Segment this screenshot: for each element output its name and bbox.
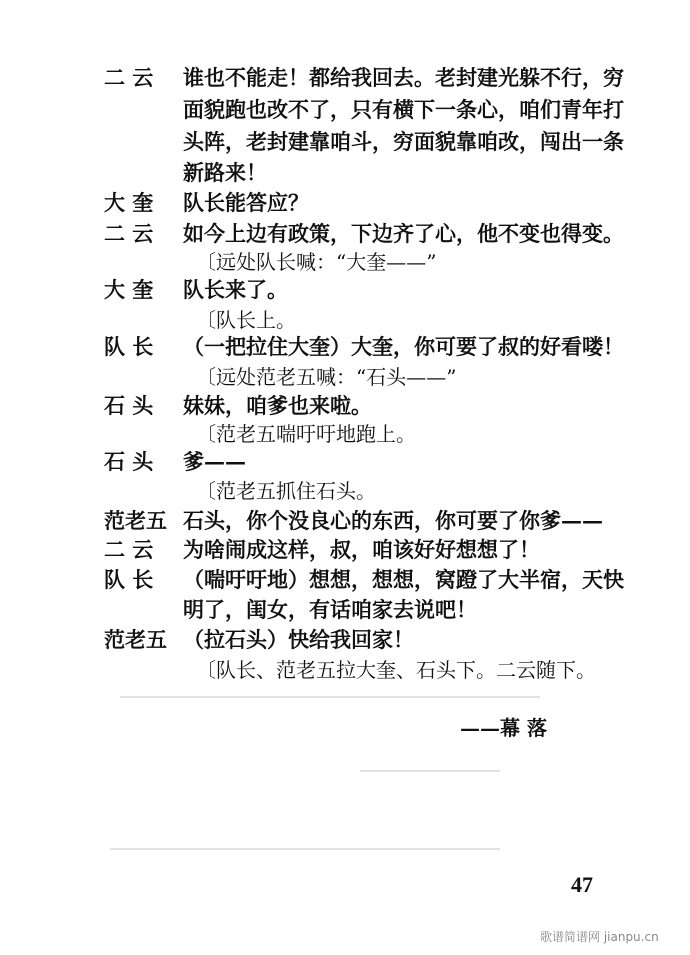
stage-direction: 〔范老五喘吁吁地跑上。 <box>196 422 416 446</box>
stage-direction: 〔远处队长喊：“大奎——” <box>196 250 437 274</box>
speech-text: 石头，你个没良心的东西，你可要了你爹—— <box>183 508 603 533</box>
curtain-falls: ——幕 落 <box>460 716 547 740</box>
speech-text: 为啥闹成这样，叔，咱该好好想想了！ <box>183 537 540 562</box>
speaker-name: 二 云 <box>104 221 154 246</box>
speech-text: 面貌跑也改不了，只有横下一条心，咱们青年打 <box>183 97 624 122</box>
speech-text: 明了，闺女，有话咱家去说吧！ <box>183 597 477 622</box>
speaker-name: 二 云 <box>104 65 154 90</box>
speech-text: 谁也不能走！都给我回去。老封建光躲不行，穷 <box>183 65 624 90</box>
print-bleed <box>120 696 540 698</box>
speaker-name: 大 奎 <box>104 190 154 215</box>
speaker-name: 队 长 <box>104 334 154 359</box>
speech-text: 如今上边有政策，下边齐了心，他不变也得变。 <box>183 221 624 246</box>
speech-text: 爹—— <box>183 449 246 474</box>
speaker-name: 范老五 <box>104 508 167 533</box>
speaker-name: 范老五 <box>104 627 167 652</box>
print-bleed <box>110 848 500 850</box>
speaker-name: 队 长 <box>104 567 154 592</box>
speech-text: 头阵，老封建靠咱斗，穷面貌靠咱改，闯出一条 <box>183 129 624 154</box>
speech-text: （一把拉住大奎）大奎，你可要了叔的好看喽！ <box>183 334 624 359</box>
speaker-name: 石 头 <box>104 449 154 474</box>
speech-text: （喘吁吁地）想想，想想，窝蹬了大半宿，天快 <box>183 567 624 592</box>
speaker-name: 二 云 <box>104 537 154 562</box>
stage-direction: 〔范老五抓住石头。 <box>196 479 376 503</box>
page-number: 47 <box>571 872 593 897</box>
site-watermark: 歌谱简谱网 jianpu.cn <box>540 930 659 944</box>
stage-direction: 〔队长、范老五拉大奎、石头下。二云随下。 <box>196 658 596 682</box>
speaker-name: 石 头 <box>104 393 154 418</box>
speech-text: 队长能答应？ <box>183 190 309 215</box>
stage-direction: 〔队长上。 <box>196 308 296 332</box>
speech-text: （拉石头）快给我回家！ <box>183 627 414 652</box>
speech-text: 妹妹，咱爹也来啦。 <box>183 393 372 418</box>
speech-text: 队长来了。 <box>183 277 288 302</box>
print-bleed <box>360 770 500 772</box>
stage-direction: 〔远处范老五喊：“石头——” <box>196 365 457 389</box>
speech-text: 新路来！ <box>183 160 267 185</box>
speaker-name: 大 奎 <box>104 277 154 302</box>
